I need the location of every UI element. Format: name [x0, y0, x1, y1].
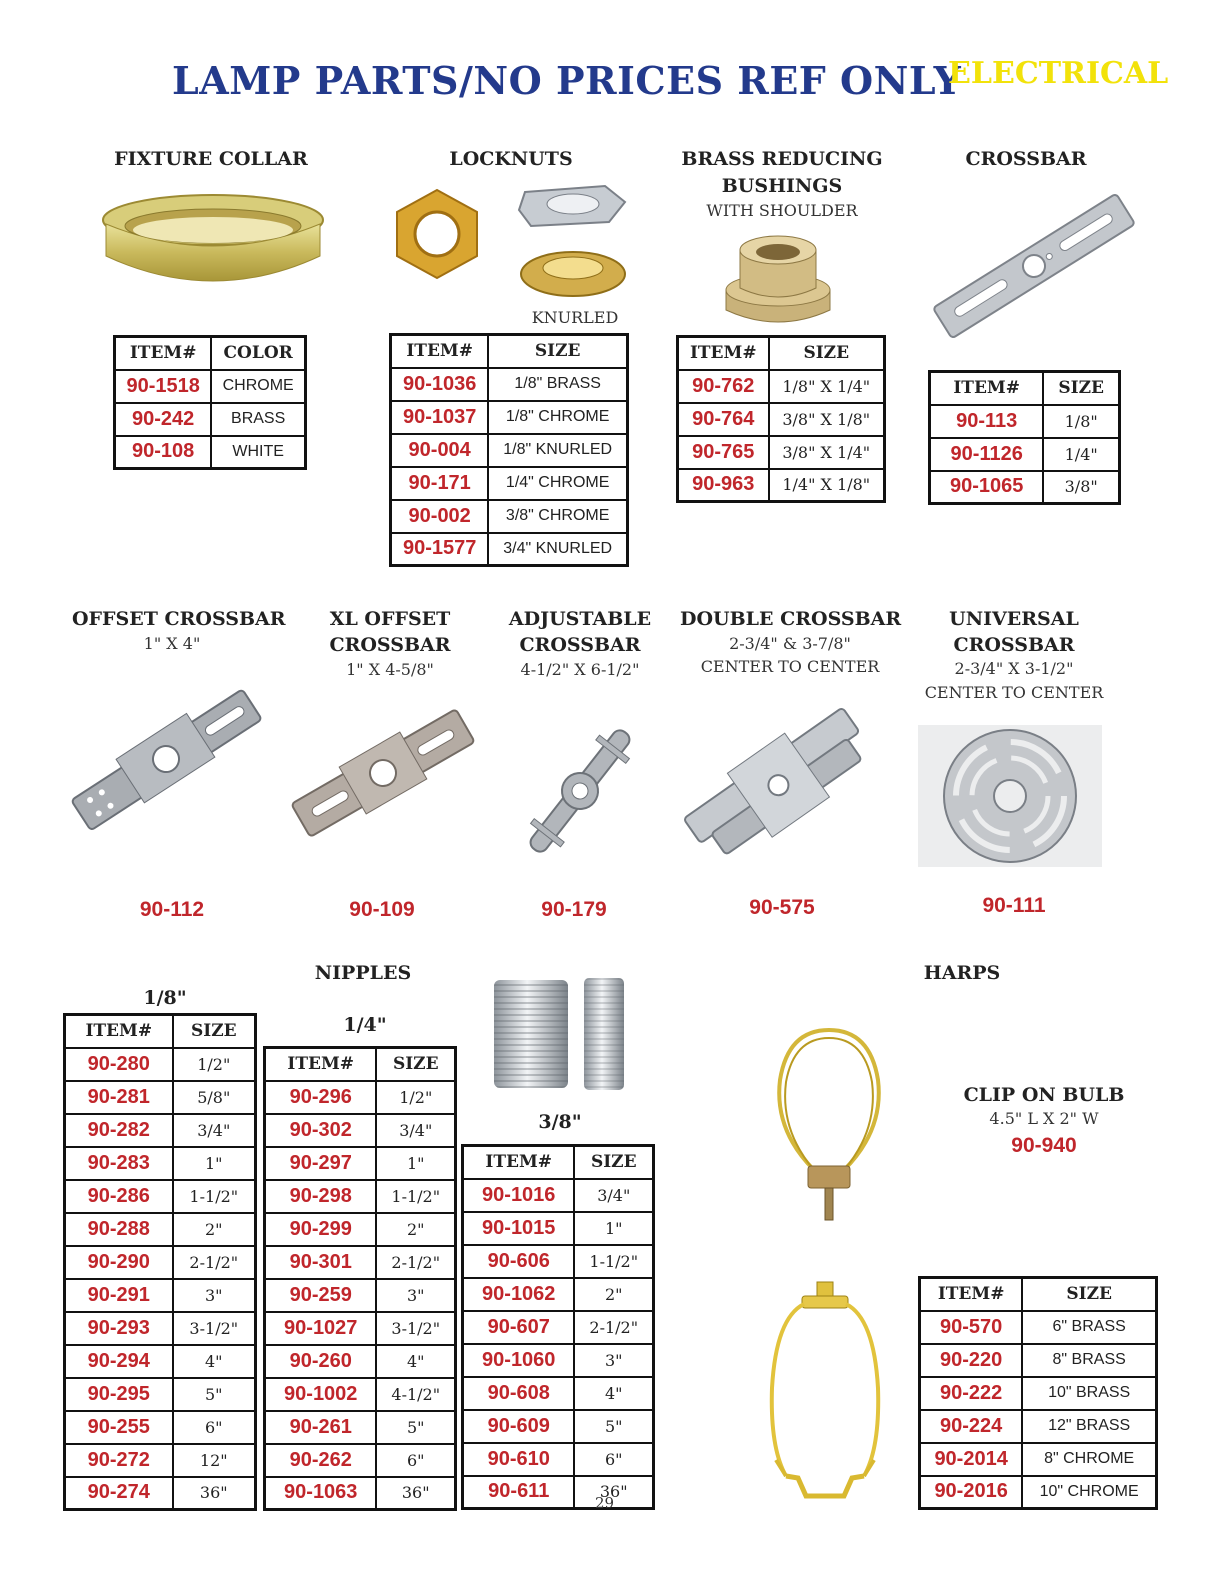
offset-crossbar-item: 90-112 [139, 898, 205, 921]
item-value: 1/2" [376, 1081, 455, 1114]
double-crossbar-title: DOUBLE CROSSBAR [680, 608, 902, 630]
item-value: 4" [173, 1345, 256, 1378]
table-row [678, 403, 885, 436]
item-number: 90-608 [463, 1377, 575, 1410]
table-row [265, 1477, 456, 1510]
nipples-title: NIPPLES [314, 962, 412, 984]
item-number: 90-1126 [930, 438, 1044, 471]
item-value: 5/8" [173, 1081, 256, 1114]
table-header: SIZE [1043, 372, 1119, 405]
bushings-title-line1: BRASS REDUCING [681, 148, 883, 170]
table-row [65, 1246, 256, 1279]
item-value: 36" [574, 1476, 653, 1509]
xl-offset-crossbar-dims: 1" X 4-5/8" [346, 660, 434, 679]
item-number: 90-299 [265, 1213, 377, 1246]
universal-crossbar-image [918, 725, 1102, 867]
item-value: 12" [173, 1444, 256, 1477]
item-number: 90-224 [920, 1410, 1023, 1443]
item-number: 90-274 [65, 1477, 173, 1510]
item-value: 1-1/2" [376, 1180, 455, 1213]
item-number: 90-261 [265, 1411, 377, 1444]
item-value: 3/8" X 1/8" [769, 403, 885, 436]
knurled-caption: KNURLED [531, 308, 619, 327]
table-row [65, 1081, 256, 1114]
table-row [265, 1279, 456, 1312]
item-number: 90-1036 [391, 368, 489, 401]
item-value: 3/8" X 1/4" [769, 436, 885, 469]
item-value: 2-1/2" [376, 1246, 455, 1279]
table-row [463, 1179, 654, 1212]
table-row [391, 401, 628, 434]
item-number: 90-220 [920, 1344, 1023, 1377]
universal-crossbar-title-line1: UNIVERSAL [949, 608, 1079, 630]
table-row [930, 438, 1120, 471]
nipples-image [492, 976, 644, 1092]
item-value: 2-1/2" [173, 1246, 256, 1279]
item-number: 90-280 [65, 1048, 173, 1081]
table-row [920, 1410, 1157, 1443]
item-number: 90-262 [265, 1444, 377, 1477]
table-row [920, 1443, 1157, 1476]
table-header: SIZE [173, 1015, 256, 1048]
item-value: 3/8" CHROME [488, 500, 627, 533]
clip-harp-dims: 4.5" L X 2" W [989, 1109, 1099, 1128]
table-header: SIZE [488, 335, 627, 368]
table-row [265, 1444, 456, 1477]
item-number: 90-610 [463, 1443, 575, 1476]
table-row [678, 436, 885, 469]
item-value: CHROME [211, 370, 305, 403]
item-number: 90-764 [678, 403, 769, 436]
item-value: 1" [376, 1147, 455, 1180]
item-value: 1/4" X 1/8" [769, 469, 885, 502]
item-number: 90-171 [391, 467, 489, 500]
locknuts-title: LOCKNUTS [449, 148, 573, 170]
harps-table [918, 1276, 1158, 1510]
item-number: 90-963 [678, 469, 769, 502]
item-number: 90-113 [930, 405, 1044, 438]
item-value: 1/4" [1043, 438, 1119, 471]
table-header: ITEM# [678, 337, 769, 370]
double-crossbar-note: CENTER TO CENTER [700, 657, 880, 676]
table-row [391, 467, 628, 500]
item-number: 90-1577 [391, 533, 489, 566]
adjustable-crossbar-item: 90-179 [541, 898, 607, 921]
table-row [65, 1312, 256, 1345]
item-value: 10" BRASS [1022, 1377, 1156, 1410]
table-row [265, 1213, 456, 1246]
xl-offset-crossbar-image [288, 700, 478, 846]
nipples-three-eighths-table [461, 1144, 655, 1510]
table-row [463, 1476, 654, 1509]
item-value: 3-1/2" [173, 1312, 256, 1345]
table-header: SIZE [769, 337, 885, 370]
item-number: 90-570 [920, 1311, 1023, 1344]
xl-offset-crossbar-item: 90-109 [349, 898, 415, 921]
item-number: 90-1062 [463, 1278, 575, 1311]
item-number: 90-298 [265, 1180, 377, 1213]
table-header: SIZE [574, 1146, 653, 1179]
item-number: 90-1015 [463, 1212, 575, 1245]
table-row [265, 1147, 456, 1180]
table-row [65, 1114, 256, 1147]
item-value: BRASS [211, 403, 305, 436]
xl-offset-crossbar-title-line2: CROSSBAR [329, 634, 451, 656]
offset-crossbar-image [64, 684, 268, 834]
item-value: 3-1/2" [376, 1312, 455, 1345]
item-number: 90-242 [115, 403, 212, 436]
nipples-eighth-label: 1/8" [143, 987, 187, 1009]
table-row [65, 1477, 256, 1510]
table-row [65, 1048, 256, 1081]
crossbar-image [926, 180, 1142, 350]
item-number: 90-255 [65, 1411, 173, 1444]
table-row [930, 471, 1120, 504]
item-number: 90-609 [463, 1410, 575, 1443]
fixture-collar-title: FIXTURE COLLAR [114, 148, 308, 170]
table-row [463, 1344, 654, 1377]
nipples-three-eighths-label: 3/8" [538, 1111, 582, 1133]
item-number: 90-1518 [115, 370, 212, 403]
item-value: 5" [173, 1378, 256, 1411]
item-number: 90-606 [463, 1245, 575, 1278]
table-row [463, 1443, 654, 1476]
table-row [391, 368, 628, 401]
item-value: 3" [574, 1344, 653, 1377]
table-header: ITEM# [265, 1048, 377, 1081]
table-row [65, 1444, 256, 1477]
table-row [65, 1213, 256, 1246]
item-value: 1" [574, 1212, 653, 1245]
bushings-subtitle: WITH SHOULDER [706, 201, 858, 220]
table-header: ITEM# [463, 1146, 575, 1179]
universal-crossbar-item: 90-111 [982, 894, 1046, 917]
item-number: 90-281 [65, 1081, 173, 1114]
item-value: 6" [173, 1411, 256, 1444]
item-number: 90-1002 [265, 1378, 377, 1411]
table-row [265, 1345, 456, 1378]
double-crossbar-dims: 2-3/4" & 3-7/8" [729, 634, 851, 653]
item-number: 90-294 [65, 1345, 173, 1378]
fixture-collar-table [113, 335, 307, 470]
locknuts-image [385, 182, 635, 302]
table-row [265, 1180, 456, 1213]
item-value: 8" CHROME [1022, 1443, 1156, 1476]
item-number: 90-297 [265, 1147, 377, 1180]
page-title: LAMP PARTS/NO PRICES REF ONLY [172, 58, 962, 103]
item-number: 90-286 [65, 1180, 173, 1213]
item-value: 5" [574, 1410, 653, 1443]
item-value: 2" [574, 1278, 653, 1311]
item-value: 3/4" [173, 1114, 256, 1147]
table-row [463, 1410, 654, 1443]
table-header: ITEM# [920, 1278, 1023, 1311]
item-number: 90-002 [391, 500, 489, 533]
item-number: 90-611 [463, 1476, 575, 1509]
item-value: WHITE [211, 436, 305, 469]
table-row [678, 370, 885, 403]
item-number: 90-108 [115, 436, 212, 469]
item-number: 90-1060 [463, 1344, 575, 1377]
item-number: 90-291 [65, 1279, 173, 1312]
item-value: 2" [376, 1213, 455, 1246]
item-number: 90-272 [65, 1444, 173, 1477]
item-number: 90-1063 [265, 1477, 377, 1510]
table-header: SIZE [1022, 1278, 1156, 1311]
item-value: 1/2" [173, 1048, 256, 1081]
item-value: 1/8" KNURLED [488, 434, 627, 467]
table-header: ITEM# [65, 1015, 173, 1048]
fixture-collar-image [102, 186, 324, 298]
harp-image [762, 1278, 888, 1510]
table-row [463, 1245, 654, 1278]
table-row [65, 1345, 256, 1378]
table-row [65, 1279, 256, 1312]
item-value: 1/8" BRASS [488, 368, 627, 401]
item-number: 90-2014 [920, 1443, 1023, 1476]
harps-title: HARPS [923, 962, 1001, 984]
table-header: ITEM# [391, 335, 489, 368]
clip-harp-title: CLIP ON BULB [963, 1084, 1125, 1106]
table-row [391, 533, 628, 566]
table-row [115, 370, 306, 403]
table-row [391, 434, 628, 467]
clip-harp-item: 90-940 [1011, 1134, 1077, 1157]
table-row [265, 1411, 456, 1444]
item-value: 3" [376, 1279, 455, 1312]
item-value: 5" [376, 1411, 455, 1444]
item-value: 4-1/2" [376, 1378, 455, 1411]
item-value: 3/8" [1043, 471, 1119, 504]
page-number: 29 [595, 1494, 615, 1512]
table-row [678, 469, 885, 502]
item-value: 3/4" [376, 1114, 455, 1147]
universal-crossbar-dims: 2-3/4" X 3-1/2" [954, 659, 1074, 678]
universal-crossbar-title-line2: CROSSBAR [953, 634, 1075, 656]
item-value: 1/8" CHROME [488, 401, 627, 434]
item-number: 90-288 [65, 1213, 173, 1246]
bushings-table [676, 335, 886, 503]
adjustable-crossbar-title-line1: ADJUSTABLE [508, 608, 652, 630]
nipples-eighth-table [63, 1013, 257, 1511]
item-number: 90-283 [65, 1147, 173, 1180]
item-number: 90-282 [65, 1114, 173, 1147]
offset-crossbar-dims: 1" X 4" [143, 634, 201, 653]
item-number: 90-1065 [930, 471, 1044, 504]
item-number: 90-607 [463, 1311, 575, 1344]
item-value: 1" [173, 1147, 256, 1180]
item-number: 90-762 [678, 370, 769, 403]
bushing-image [722, 230, 834, 330]
item-number: 90-1037 [391, 401, 489, 434]
item-number: 90-765 [678, 436, 769, 469]
item-value: 8" BRASS [1022, 1344, 1156, 1377]
item-number: 90-295 [65, 1378, 173, 1411]
table-header: ITEM# [930, 372, 1044, 405]
table-row [920, 1344, 1157, 1377]
table-row [463, 1311, 654, 1344]
table-row [115, 403, 306, 436]
item-value: 3/4" [574, 1179, 653, 1212]
item-value: 6" [574, 1443, 653, 1476]
item-number: 90-293 [65, 1312, 173, 1345]
table-row [65, 1147, 256, 1180]
double-crossbar-image [682, 700, 876, 872]
item-value: 6" [376, 1444, 455, 1477]
item-number: 90-222 [920, 1377, 1023, 1410]
item-value: 3" [173, 1279, 256, 1312]
table-row [391, 500, 628, 533]
universal-crossbar-note: CENTER TO CENTER [924, 683, 1104, 702]
item-number: 90-1027 [265, 1312, 377, 1345]
table-row [65, 1378, 256, 1411]
item-value: 4" [574, 1377, 653, 1410]
category-label: ELECTRICAL [948, 56, 1169, 91]
item-value: 1/8" X 1/4" [769, 370, 885, 403]
table-header: SIZE [376, 1048, 455, 1081]
table-row [920, 1311, 1157, 1344]
table-row [265, 1114, 456, 1147]
table-row [463, 1278, 654, 1311]
item-number: 90-004 [391, 434, 489, 467]
item-value: 12" BRASS [1022, 1410, 1156, 1443]
table-row [265, 1312, 456, 1345]
table-header: COLOR [211, 337, 305, 370]
xl-offset-crossbar-title-line1: XL OFFSET [329, 608, 451, 630]
item-value: 1/4" CHROME [488, 467, 627, 500]
item-value: 1/8" [1043, 405, 1119, 438]
locknuts-table [389, 333, 629, 567]
item-value: 3/4" KNURLED [488, 533, 627, 566]
adjustable-crossbar-image [506, 708, 654, 874]
table-row [463, 1212, 654, 1245]
item-number: 90-296 [265, 1081, 377, 1114]
table-row [265, 1246, 456, 1279]
table-row [115, 436, 306, 469]
adjustable-crossbar-dims: 4-1/2" X 6-1/2" [520, 660, 640, 679]
item-number: 90-290 [65, 1246, 173, 1279]
adjustable-crossbar-title-line2: CROSSBAR [519, 634, 641, 656]
item-value: 1-1/2" [173, 1180, 256, 1213]
table-row [920, 1377, 1157, 1410]
clip-harp-image [770, 1020, 888, 1225]
item-value: 36" [376, 1477, 455, 1510]
table-row [265, 1081, 456, 1114]
item-value: 4" [376, 1345, 455, 1378]
item-value: 2" [173, 1213, 256, 1246]
item-number: 90-259 [265, 1279, 377, 1312]
item-value: 10" CHROME [1022, 1476, 1156, 1509]
item-number: 90-1016 [463, 1179, 575, 1212]
item-number: 90-302 [265, 1114, 377, 1147]
double-crossbar-item: 90-575 [749, 896, 815, 919]
item-value: 2-1/2" [574, 1311, 653, 1344]
item-value: 1-1/2" [574, 1245, 653, 1278]
item-value: 36" [173, 1477, 256, 1510]
crossbar-table [928, 370, 1121, 505]
nipples-quarter-label: 1/4" [343, 1014, 387, 1036]
item-number: 90-260 [265, 1345, 377, 1378]
table-row [65, 1411, 256, 1444]
table-row [920, 1476, 1157, 1509]
item-value: 6" BRASS [1022, 1311, 1156, 1344]
crossbar-title: CROSSBAR [965, 148, 1087, 170]
table-row [265, 1378, 456, 1411]
nipples-quarter-table [263, 1046, 457, 1511]
table-header: ITEM# [115, 337, 212, 370]
offset-crossbar-title: OFFSET CROSSBAR [72, 608, 286, 630]
item-number: 90-2016 [920, 1476, 1023, 1509]
bushings-title-line2: BUSHINGS [721, 175, 843, 197]
item-number: 90-301 [265, 1246, 377, 1279]
table-row [65, 1180, 256, 1213]
table-row [930, 405, 1120, 438]
table-row [463, 1377, 654, 1410]
